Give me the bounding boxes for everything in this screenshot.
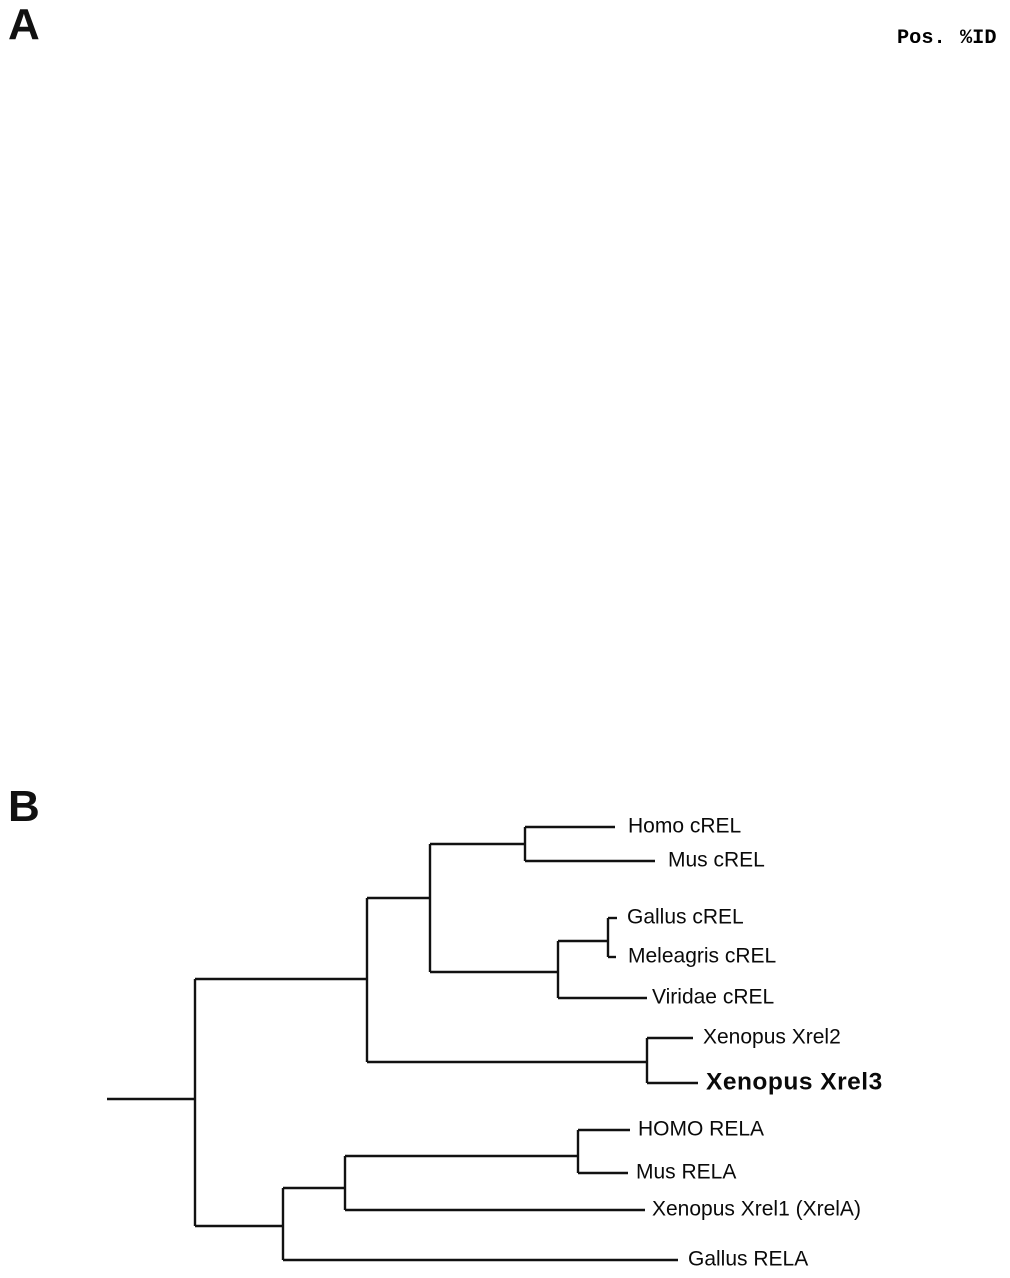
column-header-position: Pos. xyxy=(897,27,946,50)
taxon-label: Homo cREL xyxy=(628,814,742,838)
taxon-label: Gallus RELA xyxy=(688,1247,809,1271)
taxon-label: HOMO RELA xyxy=(638,1117,765,1141)
taxon-label: Meleagris cREL xyxy=(628,944,777,968)
taxon-label-highlighted: Xenopus Xrel3 xyxy=(706,1068,883,1096)
panel-b-label: B xyxy=(8,782,40,831)
taxon-label: Gallus cREL xyxy=(627,905,744,929)
taxon-label: Xenopus Xrel1 (XrelA) xyxy=(652,1197,861,1221)
taxon-label: Xenopus Xrel2 xyxy=(703,1025,841,1049)
panel-a-label: A xyxy=(8,0,40,49)
column-header-percent-identity: %ID xyxy=(960,27,997,50)
taxon-label: Mus cREL xyxy=(668,848,765,872)
taxon-label: Viridae cREL xyxy=(652,985,775,1009)
taxon-label: Mus RELA xyxy=(636,1160,737,1184)
